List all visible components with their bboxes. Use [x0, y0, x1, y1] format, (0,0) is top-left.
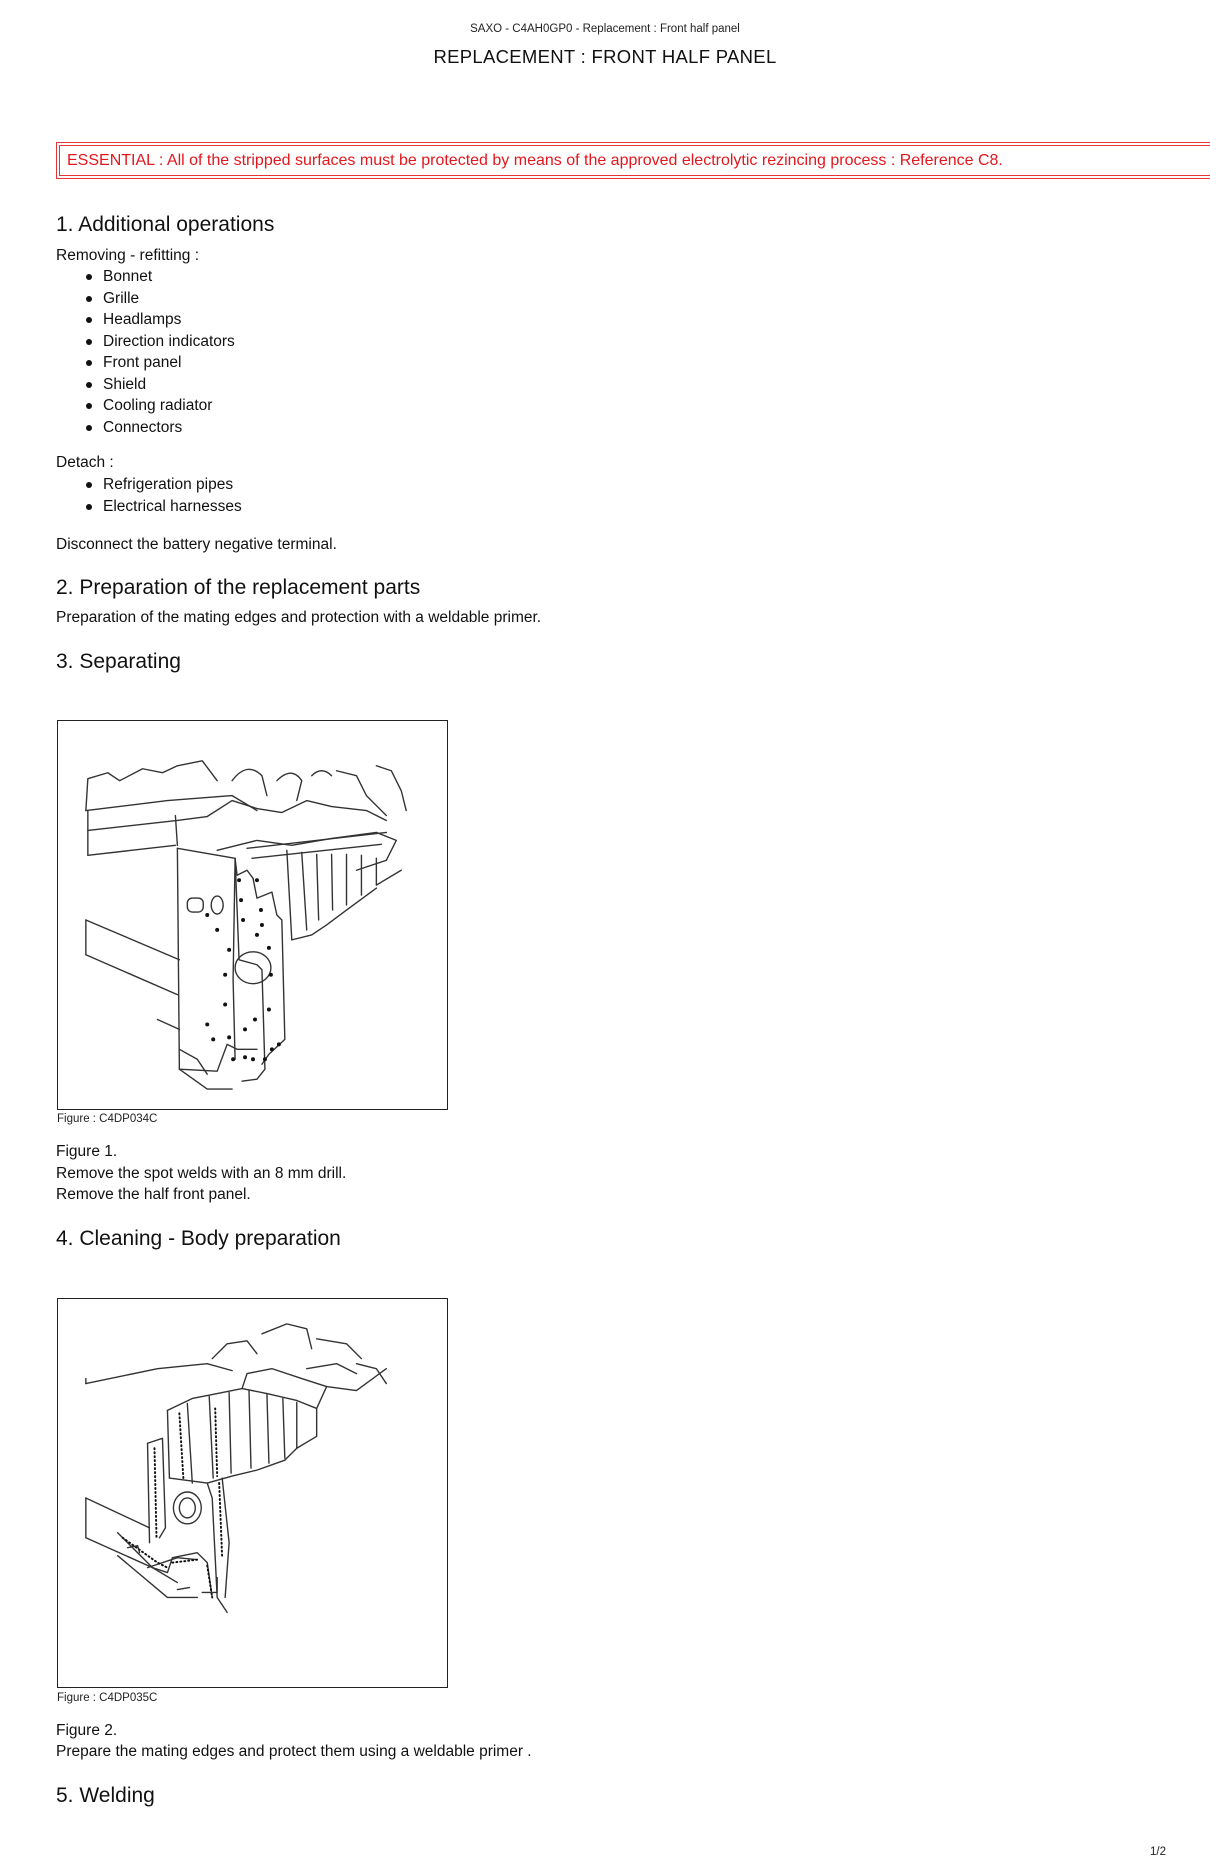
figure-c4dp034c — [57, 720, 448, 1110]
section-3-step-2: Remove the half front panel. — [56, 1186, 251, 1203]
list-item: Connectors — [56, 417, 235, 439]
section-2-heading: 2. Preparation of the replacement parts — [56, 576, 421, 599]
section-3-heading: 3. Separating — [56, 650, 181, 673]
list-item: Grille — [56, 288, 235, 310]
section-4-heading: 4. Cleaning - Body preparation — [56, 1227, 341, 1250]
section-3-step-1: Remove the spot welds with an 8 mm drill. — [56, 1165, 347, 1182]
detach-label: Detach : — [56, 454, 114, 471]
list-item: Bonnet — [56, 266, 235, 288]
figure-c4dp035c — [57, 1298, 448, 1688]
essential-warning-text: ESSENTIAL : All of the stripped surfaces must be protected by means of the approved electrolytic rezincing process : Reference C8. — [67, 152, 1003, 169]
figure-1-caption: Figure : C4DP034C — [57, 1113, 158, 1125]
list-item: Electrical harnesses — [56, 496, 242, 518]
list-item: Refrigeration pipes — [56, 474, 242, 496]
figure-2-caption: Figure : C4DP035C — [57, 1692, 158, 1704]
page-title: REPLACEMENT : FRONT HALF PANEL — [433, 46, 777, 67]
list-item: Front panel — [56, 352, 235, 374]
section-4-step-1: Prepare the mating edges and protect them using a weldable primer . — [56, 1743, 532, 1760]
list-item: Cooling radiator — [56, 395, 235, 417]
detach-list — [56, 474, 242, 517]
figure-1-label: Figure 1. — [56, 1143, 118, 1160]
section-5-heading: 5. Welding — [56, 1784, 155, 1807]
disconnect-text: Disconnect the battery negative terminal. — [56, 536, 337, 553]
section-2-text: Preparation of the mating edges and protection with a weldable primer. — [56, 609, 542, 626]
removing-label: Removing - refitting : — [56, 247, 199, 264]
page-number: 1/2 — [1150, 1846, 1166, 1858]
running-header: SAXO - C4AH0GP0 - Replacement : Front half panel — [470, 23, 740, 35]
front-half-panel-drawing — [58, 721, 447, 1109]
list-item: Shield — [56, 374, 235, 396]
essential-warning-box — [56, 142, 1210, 179]
body-preparation-drawing — [58, 1299, 447, 1687]
list-item: Direction indicators — [56, 331, 235, 353]
removing-list — [56, 266, 235, 438]
figure-2-label: Figure 2. — [56, 1722, 118, 1739]
list-item: Headlamps — [56, 309, 235, 331]
section-1-heading: 1. Additional operations — [56, 213, 275, 236]
